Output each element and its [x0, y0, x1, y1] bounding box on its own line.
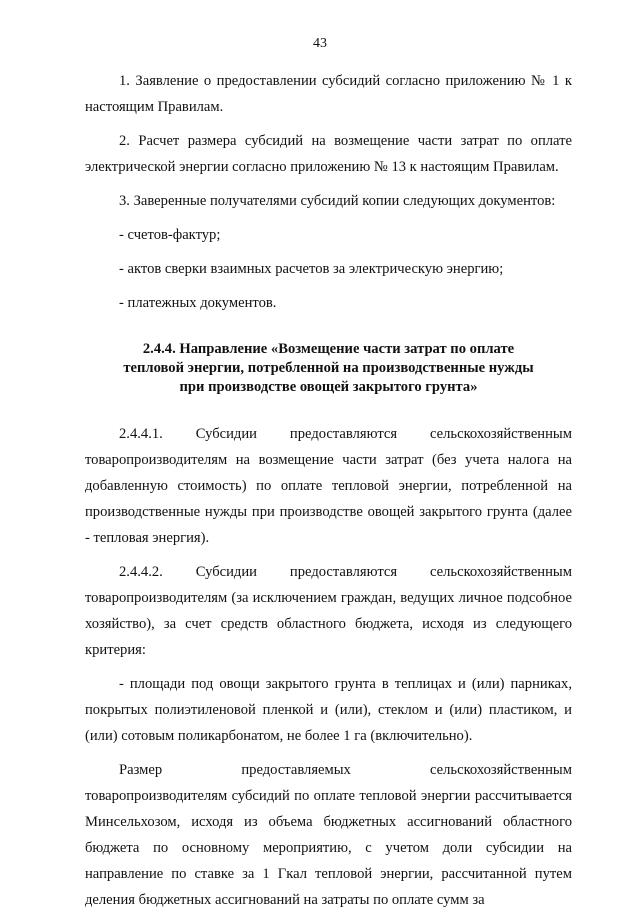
list-item: 1. Заявление о предоставлении субсидий согласно приложению № 1 к настоящим Правилам. [85, 73, 572, 115]
paragraph-text: товаропроизводителям (за исключением граждан, ведущих личное подсобное хозяйство), за счет средств областного бюджета, исходя из следующего критерия: [85, 590, 572, 658]
paragraph-first-line [85, 559, 572, 585]
paragraph-word: Субсидии [195, 564, 257, 580]
criterion-item: - площади под овощи закрытого грунта в теплицах и (или) парниках, покрытых полиэтиленовой пленкой и (или), стеклом и (или) пластиком, и (или) сотовым поликарбонатом, не более 1 га (включительно). [85, 676, 572, 744]
document-body [85, 68, 572, 913]
paragraph-word: Субсидии [195, 426, 257, 442]
paragraph-number: 2.4.4.2. [119, 564, 163, 580]
section-heading: 2.4.4. Направление «Возмещение части затрат по оплате тепловой энергии, потребленной на производственные нужды при производстве овощей закрытого грунта» [123, 341, 534, 395]
paragraph-text: товаропроизводителям субсидий по оплате тепловой энергии рассчитывается Минсельхозом, исходя из объема бюджетных ассигнований областного бюджета по основному мероприятию, с учетом доли субсидии на направление по ставке за 1 Гкал тепловой энергии, рассчитанной путем деления бюджетных ассигнований на затраты по оплате сумм за [85, 788, 572, 908]
paragraph-word: предоставляются [289, 426, 398, 442]
page-number: 43 [313, 36, 327, 51]
list-item: - счетов-фактур; [119, 227, 221, 243]
list-item: 3. Заверенные получателями субсидий копии следующих документов: [119, 193, 556, 209]
paragraph-2-4-4-2 [85, 559, 572, 663]
paragraph-2-4-4-1 [85, 421, 572, 551]
paragraph-word: предоставляемых [241, 762, 351, 778]
list-item: - актов сверки взаимных расчетов за электрическую энергию; [119, 261, 504, 277]
paragraph-word: сельскохозяйственным [430, 762, 572, 778]
paragraph-word: сельскохозяйственным [430, 426, 572, 442]
list-item: 2. Расчет размера субсидий на возмещение части затрат по оплате электрической энергии согласно приложению № 13 к настоящим Правилам. [85, 133, 572, 175]
paragraph-size [85, 757, 572, 913]
paragraph-word: сельскохозяйственным [430, 564, 572, 580]
list-item: - платежных документов. [119, 295, 277, 311]
paragraph-first-line [85, 421, 572, 447]
paragraph-text: товаропроизводителям на возмещение части затрат (без учета налога на добавленную стоимость) по оплате тепловой энергии, потребленной на производственные нужды при производстве овощей закрытого грунта (далее - тепловая энергия). [85, 452, 572, 546]
paragraph-number: 2.4.4.1. [119, 426, 163, 442]
paragraph-word: предоставляются [289, 564, 398, 580]
paragraph-first-line [85, 757, 572, 783]
paragraph-word: Размер [119, 762, 163, 778]
